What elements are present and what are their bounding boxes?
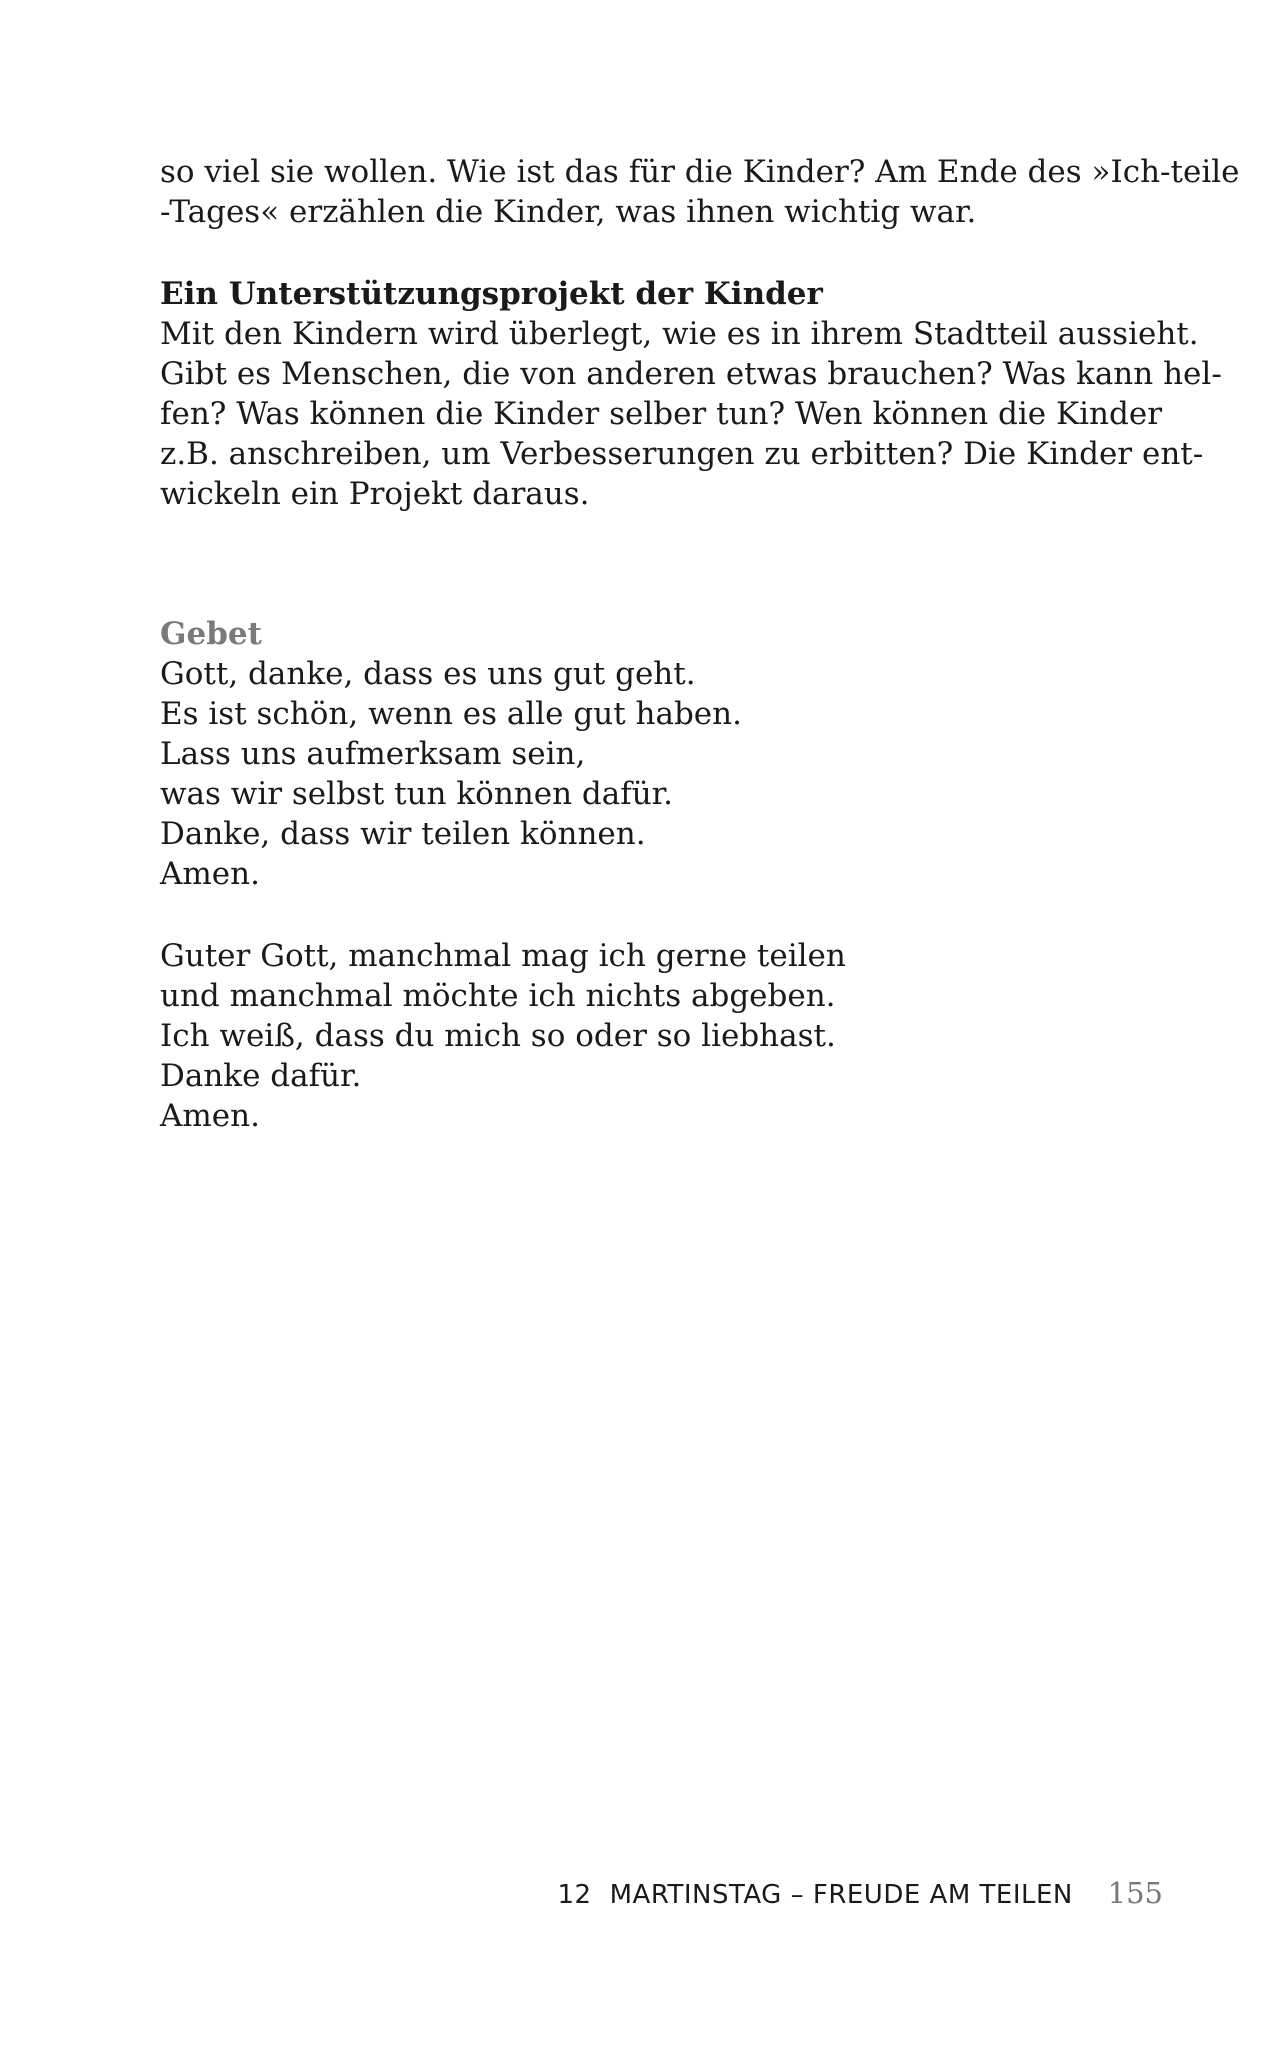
paragraph-line: wickeln ein Projekt daraus. bbox=[160, 476, 590, 512]
paragraph-line: so viel sie wollen. Wie ist das für die Kinder? Am Ende des »Ich-teile bbox=[160, 154, 1240, 190]
page-content bbox=[160, 152, 1240, 1136]
paragraph-line: fen? Was können die Kinder selber tun? Wen können die Kinder bbox=[160, 396, 1163, 432]
prayer-line: Es ist schön, wenn es alle gut haben. bbox=[160, 696, 742, 732]
chapter-title: MARTINSTAG – FREUDE AM TEILEN bbox=[609, 1880, 1073, 1910]
paragraph-line: Mit den Kindern wird überlegt, wie es in ihrem Stadtteil aussieht. bbox=[160, 316, 1199, 352]
prayer-line: Ich weiß, dass du mich so oder so liebhast. bbox=[160, 1018, 836, 1054]
intro-paragraph bbox=[160, 152, 1240, 232]
prayer-first bbox=[160, 654, 1120, 894]
prayer-line: Amen. bbox=[160, 856, 260, 892]
prayer-line: was wir selbst tun können dafür. bbox=[160, 776, 673, 812]
prayer-line: Danke, dass wir teilen können. bbox=[160, 816, 646, 852]
prayer-line: Gott, danke, dass es uns gut geht. bbox=[160, 656, 696, 692]
prayer-line: Danke dafür. bbox=[160, 1058, 362, 1094]
running-footer bbox=[0, 1876, 1163, 1910]
chapter-label bbox=[558, 1880, 1082, 1910]
prayer-second bbox=[160, 936, 1120, 1136]
prayer-line: und manchmal möchte ich nichts abgeben. bbox=[160, 978, 836, 1014]
prayer-line: Lass uns aufmerksam sein, bbox=[160, 736, 586, 772]
prayer-line: Guter Gott, manchmal mag ich gerne teilen bbox=[160, 938, 846, 974]
prayer-line: Amen. bbox=[160, 1098, 260, 1134]
paragraph-line: Gibt es Menschen, die von anderen etwas brauchen? Was kann hel- bbox=[160, 356, 1222, 392]
paragraph-line: z.B. anschreiben, um Verbesserungen zu erbitten? Die Kinder ent- bbox=[160, 436, 1204, 472]
prayer-heading: Gebet bbox=[160, 616, 262, 652]
section-heading: Ein Unterstützungsprojekt der Kinder bbox=[160, 276, 823, 312]
page-number: 155 bbox=[1107, 1876, 1163, 1910]
paragraph-line: -Tages« erzählen die Kinder, was ihnen wichtig war. bbox=[160, 194, 977, 230]
chapter-number: 12 bbox=[557, 1880, 592, 1910]
prayer-section bbox=[160, 614, 1120, 1136]
project-section bbox=[160, 274, 1222, 514]
